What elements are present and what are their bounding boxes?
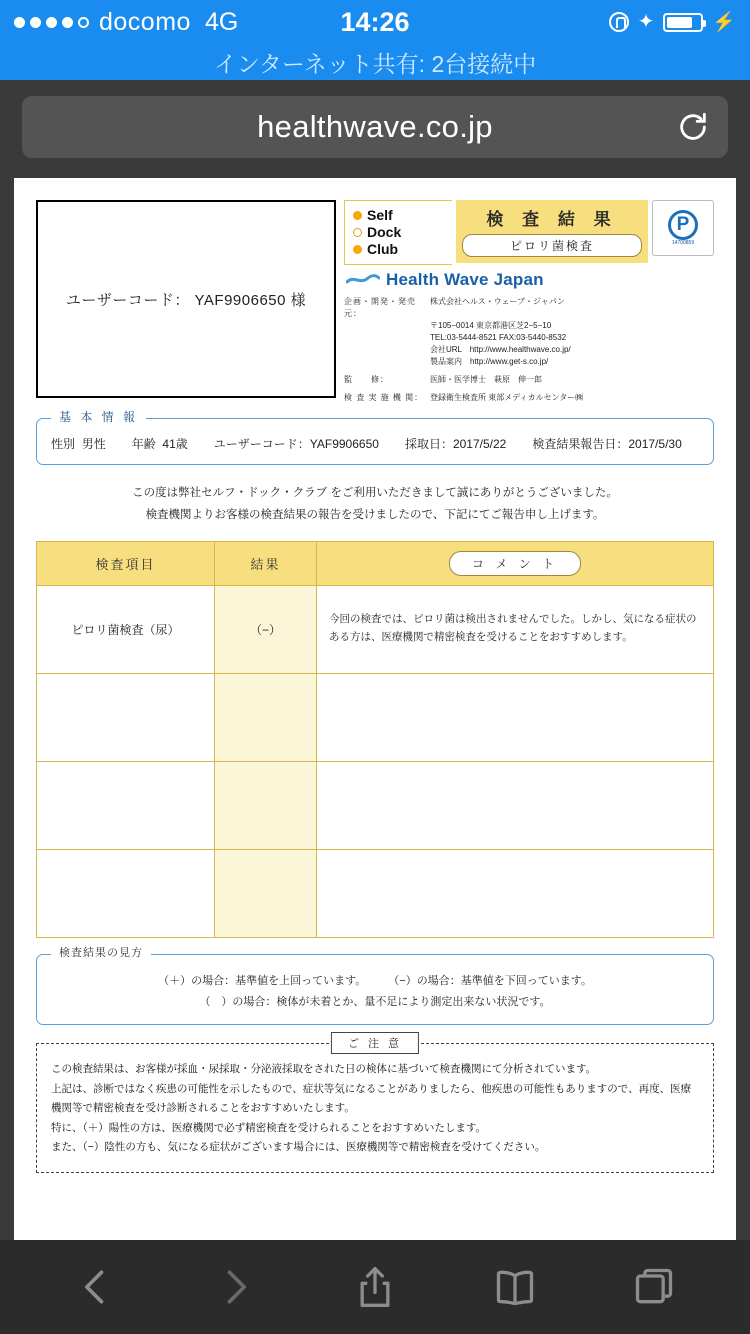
meta-key: 企画・開発・発売元： xyxy=(344,297,416,318)
cell-result xyxy=(215,673,317,761)
bookmarks-icon[interactable] xyxy=(493,1264,537,1310)
legend-section xyxy=(36,946,714,1026)
results-table xyxy=(36,541,714,938)
back-icon[interactable] xyxy=(74,1264,118,1310)
table-row xyxy=(37,849,714,937)
web-page-content[interactable] xyxy=(14,178,736,1240)
notes-line-2: 上記は、診断ではなく疾患の可能性を示したもので、症状等気になることがありましたら、他疾患の可能性もありますので、再度、医療機関等で精密検査を受け診断されることをおすすめいたします。 xyxy=(51,1082,692,1115)
basic-value: 2017/5/22 xyxy=(452,437,507,451)
company-logo xyxy=(346,270,714,290)
privacy-mark-icon xyxy=(652,200,714,256)
basic-value: YAF9906650 xyxy=(309,437,379,451)
meta-value: TEL:03-5444-8521 FAX:03-5440-8532 xyxy=(430,333,567,342)
browser-toolbar xyxy=(0,1240,750,1334)
tabs-icon[interactable] xyxy=(632,1264,676,1310)
cell-comment xyxy=(317,761,714,849)
cell-item: ピロリ菌検査（尿） xyxy=(37,585,215,673)
header-item: 検査項目 xyxy=(37,541,215,585)
basic-label: 性別 xyxy=(51,437,76,451)
meta-value: 登録衛生検査所 東部メディカルセンター㈱ xyxy=(430,393,584,402)
signal-strength-icon xyxy=(14,17,89,28)
network-type-label: 4G xyxy=(204,7,239,36)
legend-title: 検査結果の見方 xyxy=(51,944,151,960)
basic-value: 41歳 xyxy=(162,437,188,451)
header-result: 結果 xyxy=(215,541,317,585)
charging-bolt-icon: ⚡ xyxy=(712,12,736,33)
cell-result xyxy=(215,761,317,849)
table-header-row xyxy=(37,541,714,585)
report-document xyxy=(14,178,736,1173)
cell-item xyxy=(37,849,215,937)
meta-key: 検 査 実 施 機 関： xyxy=(344,393,424,402)
cell-result: （−） xyxy=(215,585,317,673)
basic-label: ユーザーコード： xyxy=(213,437,310,451)
meta-value: 〒105−0014 東京都港区芝2−5−10 xyxy=(430,321,552,330)
company-name: Health Wave Japan xyxy=(386,270,544,289)
user-code-box: ユーザーコード： YAF9906650 様 xyxy=(36,200,336,398)
address-bar[interactable] xyxy=(22,96,728,158)
table-row xyxy=(37,585,714,673)
table-row xyxy=(37,761,714,849)
document-header xyxy=(36,200,714,404)
browser-chrome xyxy=(0,80,750,172)
tethering-banner[interactable] xyxy=(0,44,750,80)
bluetooth-icon: ✦ xyxy=(637,11,655,33)
cell-comment xyxy=(317,849,714,937)
wave-icon xyxy=(346,273,380,287)
lock-rotation-icon xyxy=(609,12,629,32)
forward-icon[interactable] xyxy=(213,1264,257,1310)
basic-value: 男性 xyxy=(81,437,106,451)
basic-value: 2017/5/30 xyxy=(628,437,682,451)
carrier-label: docomo xyxy=(99,7,191,36)
lead-text xyxy=(36,483,714,527)
header-comment xyxy=(317,541,714,585)
meta-key xyxy=(344,356,430,368)
basic-label: 採取日： xyxy=(404,437,453,451)
meta-key: 監 修： xyxy=(344,375,389,384)
cell-item xyxy=(37,673,215,761)
basic-label: 検査結果報告日： xyxy=(532,437,629,451)
meta-key xyxy=(344,332,430,344)
meta-value: 株式会社ヘルス・ウェーブ・ジャパン xyxy=(430,297,565,306)
comment-pill: コ メ ン ト xyxy=(449,551,581,576)
lead-line-2: 検査機関よりお客様の検査結果の報告を受けましたので、下記にてご報告申し上げます。 xyxy=(145,508,605,521)
lead-line-1: この度は弊社セルフ・ドック・クラブ をご利用いただきまして誠にありがとうございました。 xyxy=(132,487,618,499)
cell-result xyxy=(215,849,317,937)
reload-icon[interactable] xyxy=(676,110,710,144)
tethering-banner-text: インターネット共有: 2台接続中 xyxy=(213,50,537,77)
cell-comment: 今回の検査では、ピロリ菌は検出されませんでした。しかし、気になる症状のある方は、医療機関で精密検査を受けることをおすすめします。 xyxy=(317,585,714,673)
logo-line-2: Dock xyxy=(367,224,402,240)
meta-value: 医師・医学博士 萩原 伸一郎 xyxy=(430,375,542,384)
report-subtitle: ピロリ菌検査 xyxy=(462,234,642,257)
self-dock-club-logo xyxy=(344,200,452,265)
share-icon[interactable] xyxy=(353,1264,397,1310)
notes-section xyxy=(36,1038,714,1172)
meta-value: 製品案内 http://www.get-s.co.jp/ xyxy=(430,357,549,366)
cell-item xyxy=(37,761,215,849)
url-text: healthwave.co.jp xyxy=(257,109,493,144)
basic-info-section xyxy=(36,410,714,465)
notes-line-1: この検査結果は、お客様が採血・尿採取・分泌液採取をされた日の検体に基づいて検査機関にて分析されています。 xyxy=(51,1063,597,1076)
table-row xyxy=(37,673,714,761)
logo-line-3: Club xyxy=(367,241,399,257)
meta-value: 会社URL http://www.healthwave.co.jp/ xyxy=(430,345,571,354)
notes-title: ご 注 意 xyxy=(331,1032,419,1054)
battery-icon xyxy=(663,13,703,32)
logo-line-1: Self xyxy=(367,207,393,223)
company-meta xyxy=(344,296,714,404)
legend-line-2: （ ）の場合：検体が未着とか、量不足により測定出来ない状況です。 xyxy=(199,995,551,1008)
notes-line-3: 特に、（＋）陽性の方は、医療機関で必ず精密検査を受けられることをおすすめいたします。 xyxy=(51,1121,487,1134)
privacy-mark-number: 14700859 xyxy=(671,240,695,246)
legend-line-1: （＋）の場合：基準値を上回っています。 （−）の場合：基準値を下回っています。 xyxy=(158,974,592,987)
notes-line-4: また、（−）陰性の方も、気になる症状がございます場合には、医療機関等で精密検査を受けてください。 xyxy=(51,1141,546,1154)
basic-info-legend: 基 本 情 報 xyxy=(51,408,146,425)
basic-label: 年齢 xyxy=(131,437,156,451)
meta-key xyxy=(344,344,430,356)
status-bar xyxy=(0,0,750,44)
status-clock: 14:26 xyxy=(340,6,410,37)
report-title-band xyxy=(456,200,648,263)
meta-key xyxy=(344,320,430,332)
report-title: 検 査 結 果 xyxy=(486,210,618,229)
cell-comment xyxy=(317,673,714,761)
